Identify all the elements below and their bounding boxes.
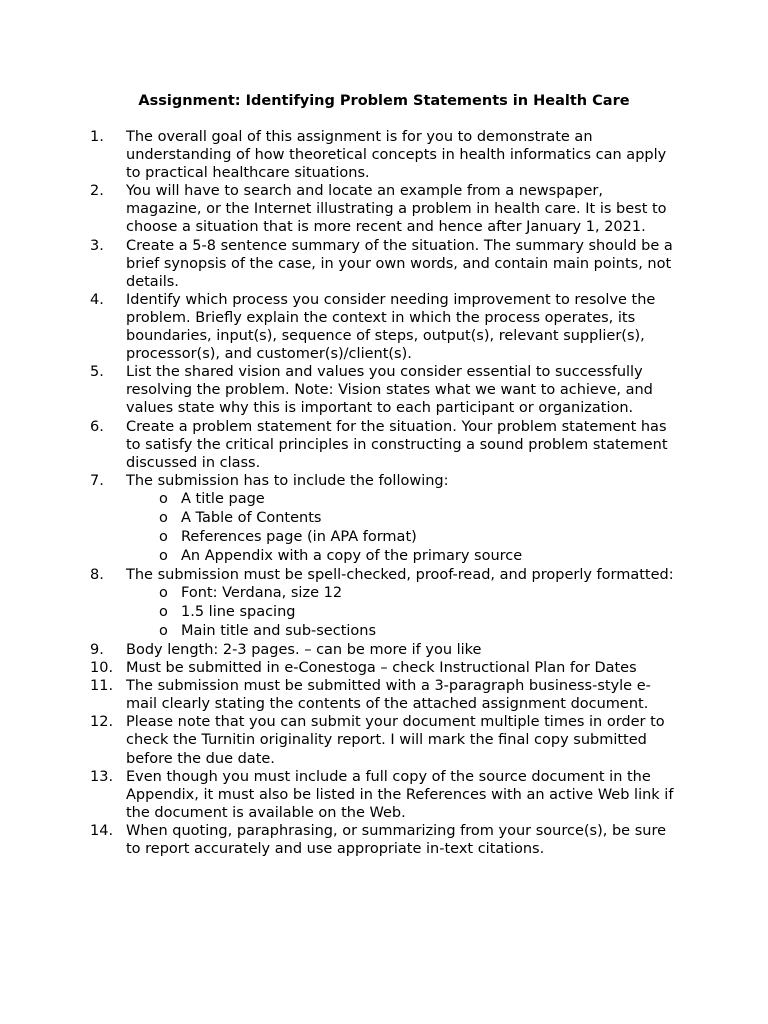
list-item-number: 3. <box>90 237 104 254</box>
list-item-text: Please note that you can submit your document multiple times in order to check the Turnitin originality report. I will mark the final copy submitted before the due date. <box>126 714 665 767</box>
list-item-text: Must be submitted in e-Conestoga – check Instructional Plan for Dates <box>126 660 637 677</box>
list-item-number: 11. <box>90 678 114 695</box>
numbered-list <box>0 128 768 858</box>
bullet-marker: o <box>159 584 168 601</box>
list-item-number: 10. <box>90 660 114 677</box>
list-item-number: 9. <box>90 641 104 658</box>
bullet-marker: o <box>159 509 168 526</box>
list-item-text: Body length: 2-3 pages. – can be more if you like <box>126 641 482 658</box>
sub-list-item <box>126 547 678 566</box>
document-title: Assignment: Identifying Problem Statements in Health Care <box>138 93 630 109</box>
list-item <box>0 641 678 659</box>
list-item <box>0 822 678 858</box>
list-item-text: Identify which process you consider needing improvement to resolve the problem. Briefly explain the context in which the process operates, its boundaries, input(s), sequence of steps, output(s), relevant supplier(s), processor(s), and customer(s)/client(s). <box>126 291 656 363</box>
list-item <box>0 237 678 291</box>
sub-list-item-text: Main title and sub-sections <box>181 622 377 639</box>
list-item <box>0 472 678 566</box>
sub-list-item-text: Font: Verdana, size 12 <box>181 584 343 601</box>
list-item-text: The submission must be spell-checked, proof-read, and properly formatted: <box>126 566 674 583</box>
sub-list-item <box>126 509 678 528</box>
sub-list <box>126 584 678 641</box>
list-item-number: 7. <box>90 472 104 489</box>
list-item-text: The submission must be submitted with a 3-paragraph business-style e-mail clearly stating the contents of the attached assignment document. <box>126 678 651 713</box>
sub-list-item <box>126 490 678 509</box>
list-item-text: The overall goal of this assignment is for you to demonstrate an understanding of how theoretical concepts in health informatics can apply to practical healthcare situations. <box>126 129 667 182</box>
list-item-text: List the shared vision and values you consider essential to successfully resolving the problem. Note: Vision states what we want to achieve, and values state why this is important to each participant or organization. <box>126 364 653 417</box>
sub-list-item-text: A title page <box>181 490 265 507</box>
bullet-marker: o <box>159 622 168 639</box>
bullet-marker: o <box>159 528 168 545</box>
sub-list-item-text: 1.5 line spacing <box>181 603 296 620</box>
list-item <box>0 291 678 363</box>
sub-list-item <box>126 603 678 622</box>
list-item <box>0 128 678 182</box>
list-item <box>0 566 678 641</box>
list-item <box>0 418 678 472</box>
list-item-number: 1. <box>90 129 104 145</box>
list-item <box>0 713 678 767</box>
list-item-number: 4. <box>90 291 104 308</box>
list-item-text: Even though you must include a full copy of the source document in the Appendix, it must also be listed in the References with an active Web link if the document is available on the Web. <box>126 768 674 821</box>
sub-list-item <box>126 528 678 547</box>
list-item <box>0 768 678 822</box>
bullet-marker: o <box>159 490 168 507</box>
list-item-text: The submission has to include the following: <box>126 472 449 489</box>
list-item-text: Create a problem statement for the situation. Your problem statement has to satisfy the critical principles in constructing a sound problem statement discussed in class. <box>126 418 668 471</box>
list-item <box>0 677 678 713</box>
sub-list-item <box>126 622 678 641</box>
list-item-number: 2. <box>90 183 104 200</box>
list-item-number: 13. <box>90 768 114 785</box>
list-item-number: 14. <box>90 822 114 839</box>
sub-list-item <box>126 584 678 603</box>
list-item <box>0 363 678 417</box>
list-item <box>0 182 678 236</box>
list-item-text: When quoting, paraphrasing, or summarizing from your source(s), be sure to report accurately and use appropriate in-text citations. <box>126 822 667 857</box>
sub-list-item-text: A Table of Contents <box>181 509 322 526</box>
bullet-marker: o <box>159 547 168 564</box>
sub-list <box>126 490 678 566</box>
list-item <box>0 659 678 677</box>
list-item-text: You will have to search and locate an example from a newspaper, magazine, or the Internet illustrating a problem in health care. It is best to choose a situation that is more recent and hence after January 1, 2021. <box>126 183 667 236</box>
list-item-number: 12. <box>90 714 114 731</box>
list-item-number: 5. <box>90 364 104 381</box>
list-item-number: 8. <box>90 566 104 583</box>
list-item-number: 6. <box>90 418 104 435</box>
sub-list-item-text: References page (in APA format) <box>181 528 417 545</box>
sub-list-item-text: An Appendix with a copy of the primary source <box>181 547 523 564</box>
bullet-marker: o <box>159 603 168 620</box>
list-item-text: Create a 5-8 sentence summary of the situation. The summary should be a brief synopsis of the case, in your own words, and contain main points, not details. <box>126 237 673 290</box>
